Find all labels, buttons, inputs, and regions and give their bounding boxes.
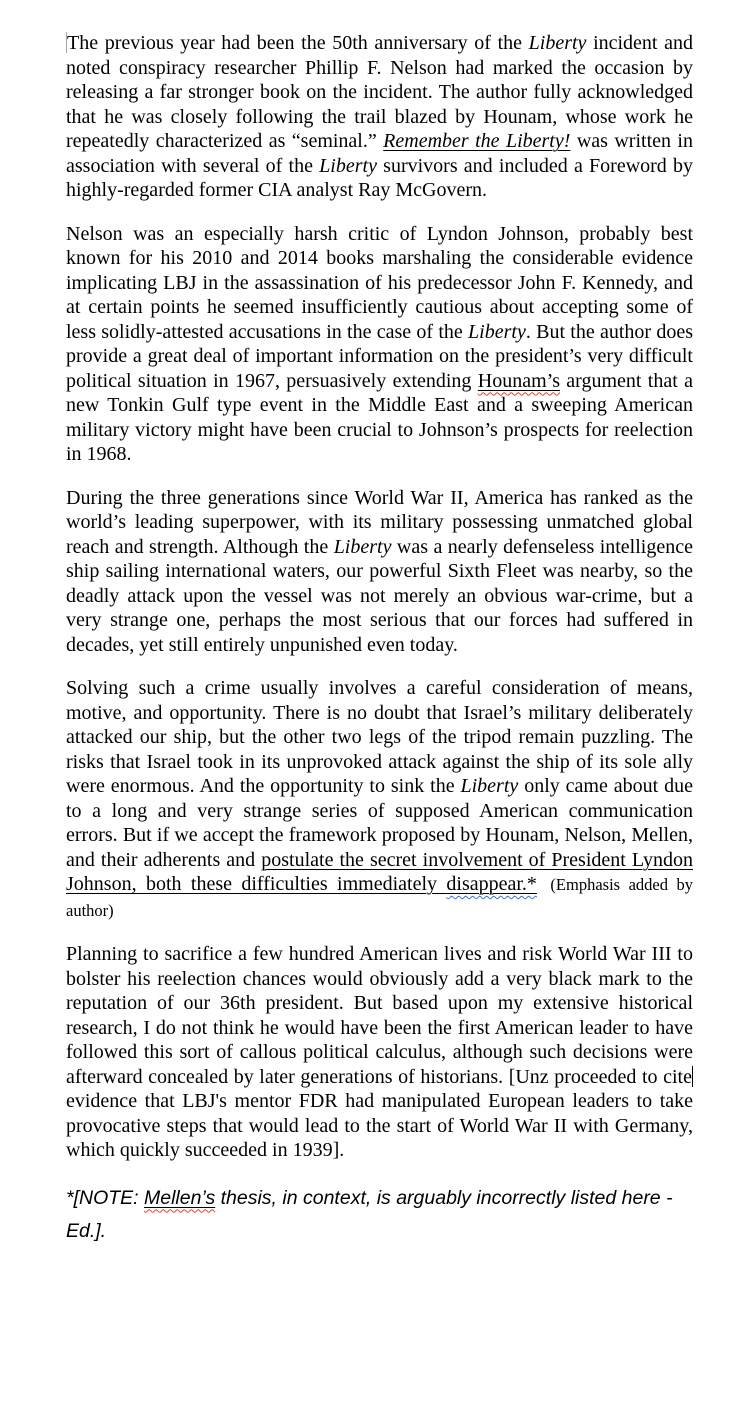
text-run: (Emphasis added by author) xyxy=(66,875,693,920)
spellcheck-flagged-text: Hounam’s xyxy=(477,369,560,392)
editor-note[interactable] xyxy=(66,1182,693,1248)
text-insertion-caret xyxy=(692,1066,693,1087)
text-run: Solving such a crime usually involves a careful consideration of means, motive, and opportunity. There is no doubt that Israel’s military deliberately attacked our ship, but the other two legs of the tripod remain puzzling. The risks that Israel took in its unprovoked attack against the ship of its sole ally were enormous. And the opportunity to sink the xyxy=(66,677,693,797)
text-run: evidence that LBJ's mentor FDR had manipulated European leaders to take provocative steps that would lead to the start of World War II with Germany, which quickly succeeded in 1939]. xyxy=(66,1090,693,1161)
text-run: *[NOTE: xyxy=(66,1186,145,1209)
text-run: Planning to sacrifice a few hundred American lives and risk World War III to bolster his reelection chances would obviously add a very black mark to the reputation of our 36th president. But based upon my extensive historical research, I do not think he would have been the first American leader to have followed this sort of callous political calculus, although such decisions were afterward concealed by later generations of historians. [Unz proceeded to cite xyxy=(66,943,693,1088)
text-run xyxy=(144,1187,215,1209)
paragraph-1[interactable] xyxy=(66,31,693,203)
text-run: During the three generations since World War II, America has ranked as the world’s leading superpower, with its military possessing unmatched global reach and strength. Although the xyxy=(66,486,693,558)
text-run: incident and noted conspiracy researcher Phillip F. Nelson had marked the occasion by releasing a far stronger book on the incident. The author fully acknowledged that he was closely following the trail blazed by Hounam, whose work he repeatedly characterized as “seminal.” xyxy=(66,32,693,152)
text-run: Remember the Liberty! xyxy=(383,130,571,152)
text-run xyxy=(446,873,537,895)
text-run: Liberty xyxy=(528,32,587,54)
paragraph-4[interactable] xyxy=(66,676,693,923)
paragraph-2[interactable] xyxy=(66,222,693,467)
text-run: Liberty xyxy=(460,775,519,797)
text-run: The previous year had been the 50th anniversary of the xyxy=(67,32,529,54)
text-run: . But the author does provide a great deal of important information on the president’s very difficult political situation in 1967, persuasively extending xyxy=(66,320,693,392)
document-body[interactable] xyxy=(66,31,693,1248)
text-run: argument that a new Tonkin Gulf type event in the Middle East and a sweeping American military victory might have been crucial to Johnson’s prospects for reelection in 1968. xyxy=(66,369,693,465)
text-run: Liberty xyxy=(468,320,526,343)
text-run: Nelson was an especially harsh critic of Lyndon Johnson, probably best known for his 2010 and 2014 books marshaling the considerable evidence implicating LBJ in the assassination of his predecessor John F. Kennedy, and at certain points he seemed insufficiently cautious about accepting some of less solidly-attested accusations in the case of the xyxy=(66,222,693,343)
grammar-flagged-text: disappear.* xyxy=(446,873,537,895)
text-run: only came about due to a long and very strange series of supposed American communication errors. But if we accept the framework proposed by Hounam, Nelson, Mellen, and their adherents and xyxy=(66,775,693,871)
text-run: was written in association with several of the xyxy=(66,130,693,177)
paragraph-5[interactable] xyxy=(66,942,693,1163)
text-run: Liberty xyxy=(319,154,377,177)
text-run: thesis, in context, is arguably incorrectly listed here - Ed.]. xyxy=(66,1186,673,1242)
paragraph-3[interactable] xyxy=(66,486,693,658)
text-run xyxy=(478,370,560,392)
spellcheck-flagged-text: Mellen’s xyxy=(144,1186,216,1209)
text-run: postulate the secret involvement of President Lyndon Johnson, both these difficulties immediately xyxy=(66,848,693,895)
text-run: was a nearly defenseless intelligence ship sailing international waters, our powerful Sixth Fleet was nearby, so the deadly attack upon the vessel was not merely an obvious war-crime, but a very strange one, perhaps the most serious that our forces had suffered in decades, yet still entirely unpunished even today. xyxy=(66,535,693,656)
text-run: Liberty xyxy=(333,535,392,558)
text-run: survivors and included a Foreword by highly-regarded former CIA analyst Ray McGovern. xyxy=(66,154,693,201)
